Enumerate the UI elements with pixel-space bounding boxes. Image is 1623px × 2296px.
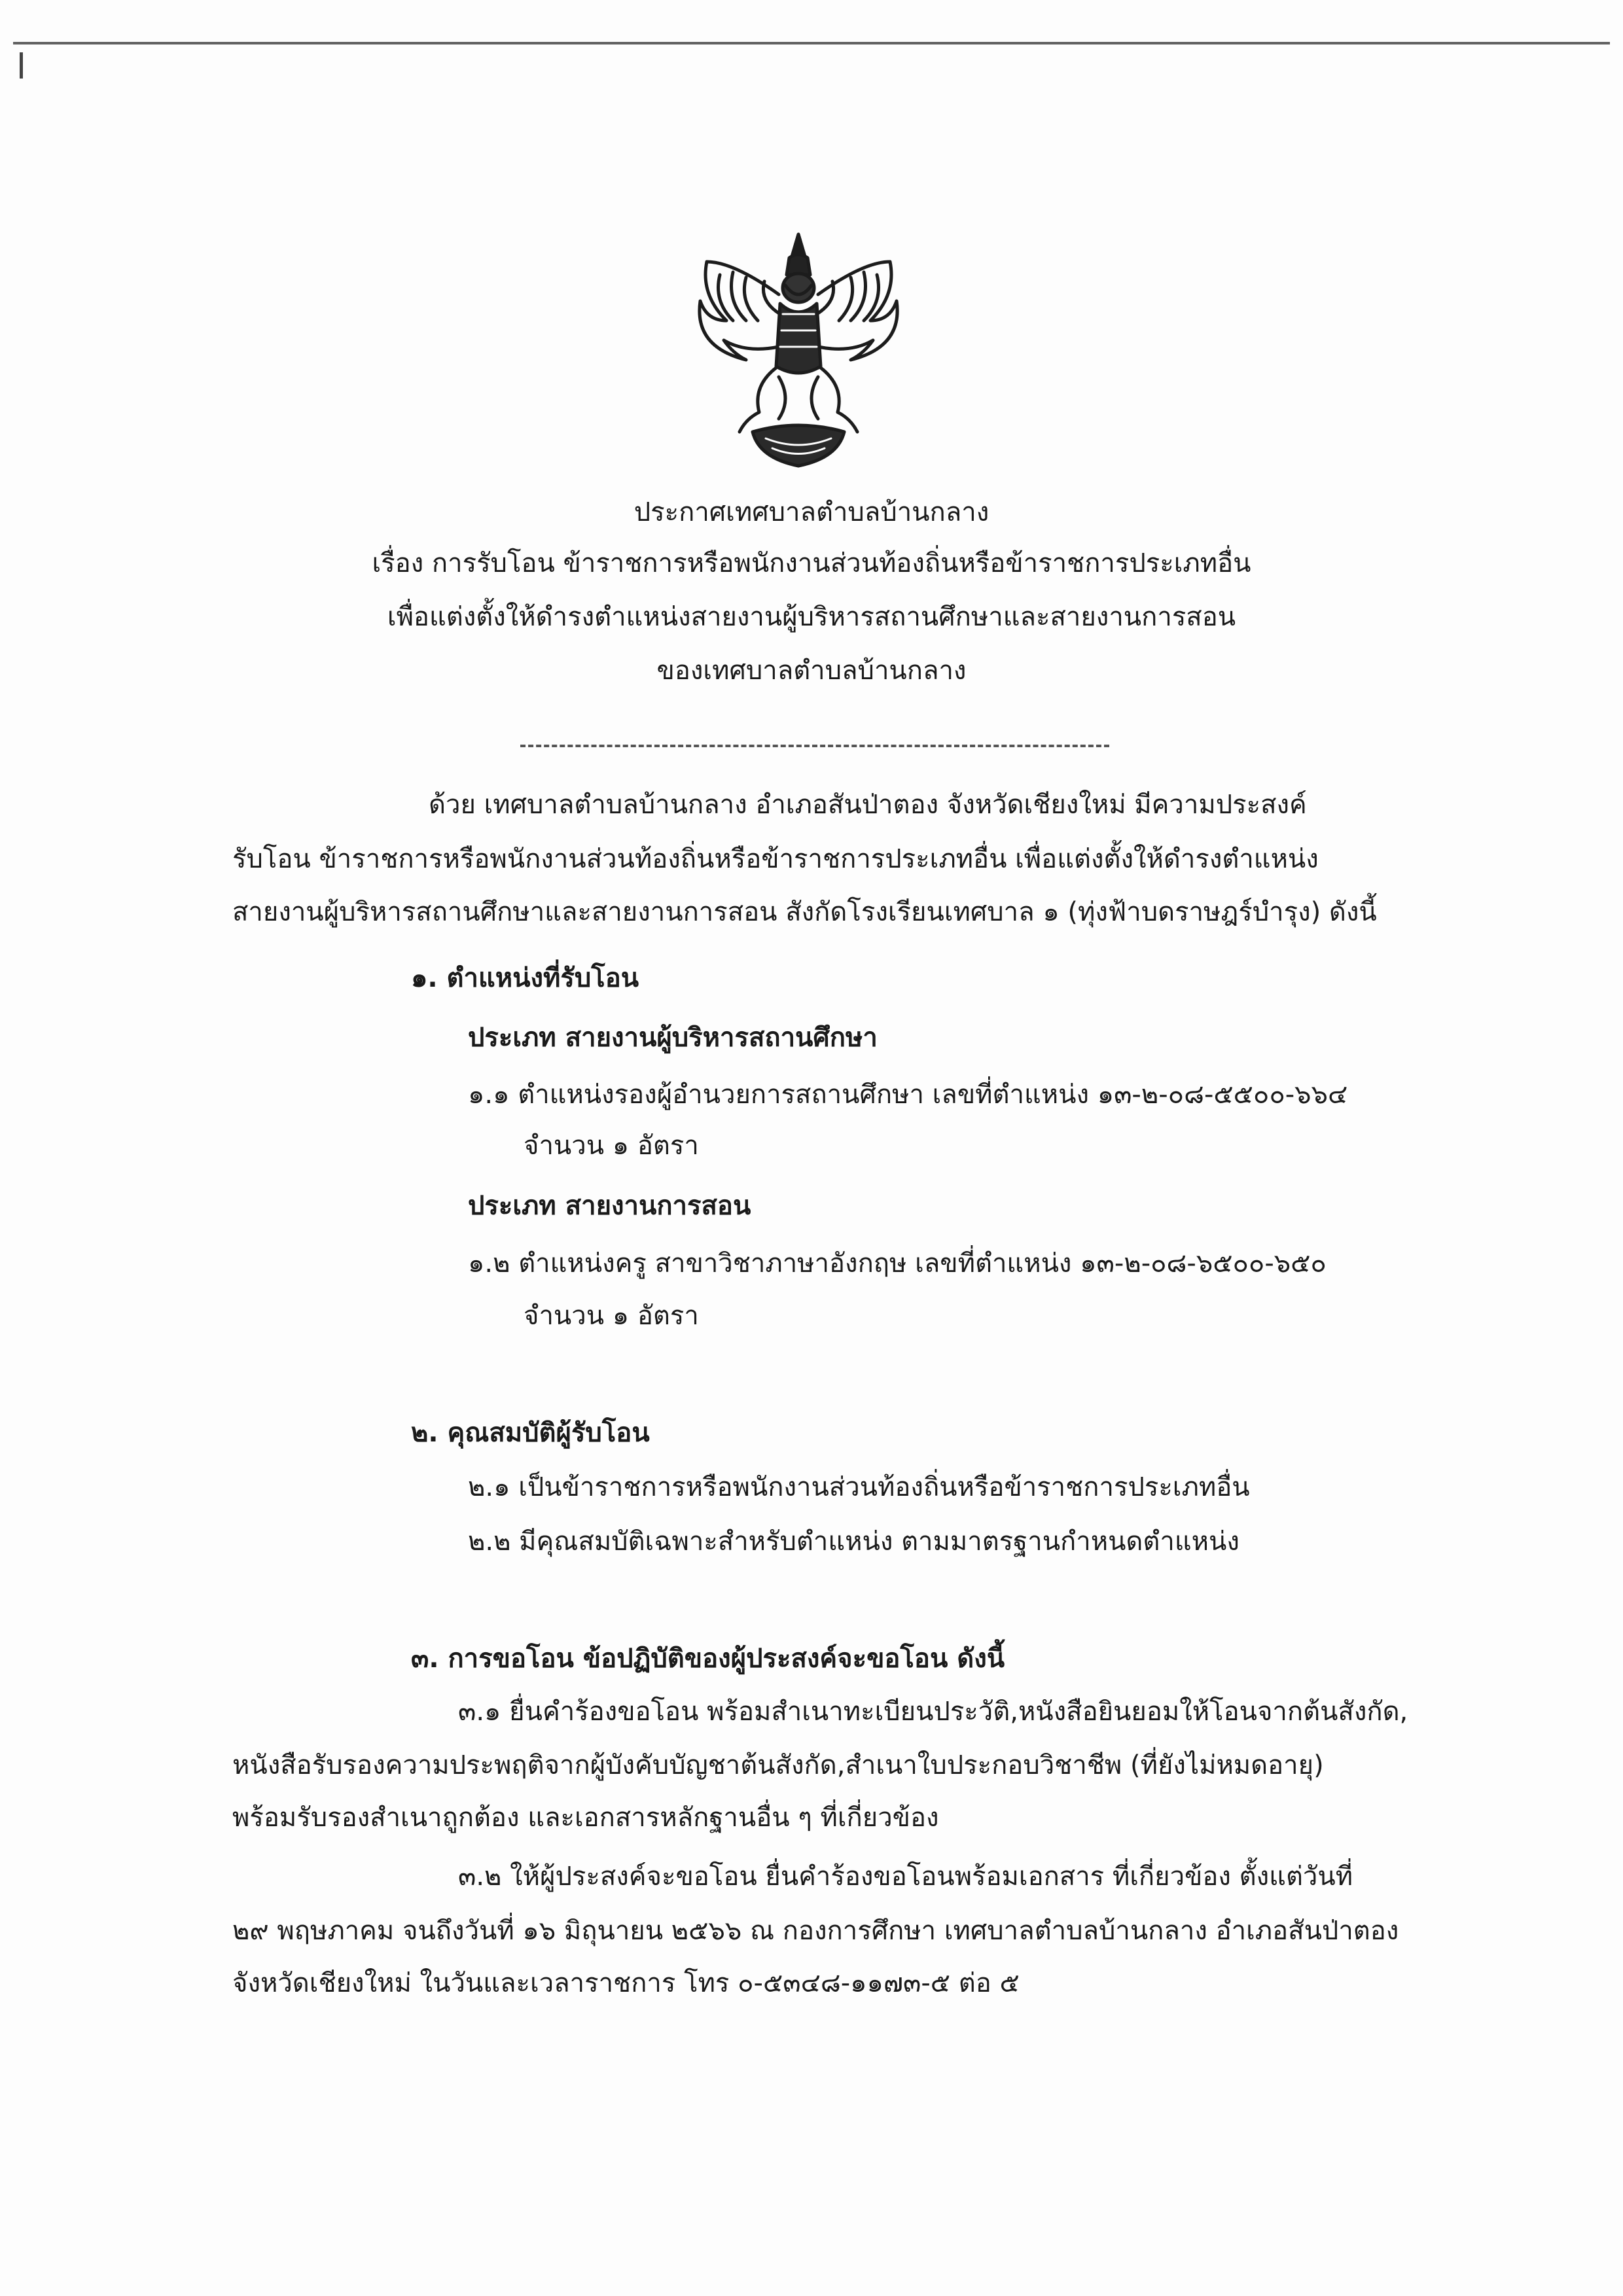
announcement-title: ประกาศเทศบาลตำบลบ้านกลาง <box>633 497 990 527</box>
item-3-1-line-1: ๓.๑ ยื่นคำร้องขอโอน พร้อมสำเนาทะเบียนประวัติ,หนังสือยินยอมให้โอนจากต้นสังกัด, <box>458 1697 1408 1727</box>
section-2-heading: ๒. คุณสมบัติผู้รับโอน <box>411 1418 650 1448</box>
announcement-subject-line-2: เพื่อแต่งตั้งให้ดำรงตำแหน่งสายงานผู้บริหารสถานศึกษาและสายงานการสอน <box>387 602 1236 632</box>
item-2-1: ๒.๑ เป็นข้าราชการหรือพนักงานส่วนท้องถิ่นหรือข้าราชการประเภทอื่น <box>468 1472 1250 1502</box>
section-1-type-a: ประเภท สายงานผู้บริหารสถานศึกษา <box>468 1023 878 1053</box>
item-1-1: ๑.๑ ตำแหน่งรองผู้อำนวยการสถานศึกษา เลขที่ตำแหน่ง ๑๓-๒-๐๘-๕๕๐๐-๖๖๔ <box>468 1080 1348 1110</box>
intro-line-3: สายงานผู้บริหารสถานศึกษาและสายงานการสอน สังกัดโรงเรียนเทศบาล ๑ (ทุ่งฟ้าบดราษฎร์บำรุง) ดังนี้ <box>232 897 1377 927</box>
scan-mark <box>20 52 23 79</box>
item-3-1-line-3: พร้อมรับรองสำเนาถูกต้อง และเอกสารหลักฐานอื่น ๆ ที่เกี่ยวข้อง <box>232 1803 939 1833</box>
scan-edge-line <box>13 42 1610 44</box>
item-3-2-line-1: ๓.๒ ให้ผู้ประสงค์จะขอโอน ยื่นคำร้องขอโอนพร้อมเอกสาร ที่เกี่ยวข้อง ตั้งแต่วันที่ <box>458 1862 1353 1892</box>
item-1-2: ๑.๒ ตำแหน่งครู สาขาวิชาภาษาอังกฤษ เลขที่ตำแหน่ง ๑๓-๒-๐๘-๖๕๐๐-๖๕๐ <box>468 1248 1327 1279</box>
garuda-emblem-icon <box>681 222 916 471</box>
section-1-heading: ๑. ตำแหน่งที่รับโอน <box>411 963 639 993</box>
announcement-subject-line-3: ของเทศบาลตำบลบ้านกลาง <box>656 656 967 686</box>
section-1-type-b: ประเภท สายงานการสอน <box>468 1191 751 1221</box>
intro-line-2: รับโอน ข้าราชการหรือพนักงานส่วนท้องถิ่นหรือข้าราชการประเภทอื่น เพื่อแต่งตั้งให้ดำรงตำแหน่ง <box>232 844 1319 874</box>
item-3-2-line-2: ๒๙ พฤษภาคม จนถึงวันที่ ๑๖ มิถุนายน ๒๕๖๖ ณ กองการศึกษา เทศบาลตำบลบ้านกลาง อำเภอสันป่าตอง <box>232 1916 1399 1946</box>
section-3-heading: ๓. การขอโอน ข้อปฏิบัติของผู้ประสงค์จะขอโอน ดังนี้ <box>411 1644 1005 1674</box>
item-1-2-count: จำนวน ๑ อัตรา <box>524 1301 699 1331</box>
item-2-2: ๒.๒ มีคุณสมบัติเฉพาะสำหรับตำแหน่ง ตามมาตรฐานกำหนดตำแหน่ง <box>468 1527 1240 1557</box>
item-3-1-line-2: หนังสือรับรองความประพฤติจากผู้บังคับบัญชาต้นสังกัด,สำเนาใบประกอบวิชาชีพ (ที่ยังไม่หมดอายุ) <box>232 1750 1324 1780</box>
header-divider <box>520 745 1109 747</box>
intro-line-1: ด้วย เทศบาลตำบลบ้านกลาง อำเภอสันป่าตอง จังหวัดเชียงใหม่ มีความประสงค์ <box>429 790 1307 820</box>
announcement-subject-line-1: เรื่อง การรับโอน ข้าราชการหรือพนักงานส่วนท้องถิ่นหรือข้าราชการประเภทอื่น <box>372 548 1251 578</box>
item-3-2-line-3: จังหวัดเชียงใหม่ ในวันและเวลาราชการ โทร ๐-๕๓๔๘-๑๑๗๓-๕ ต่อ ๕ <box>232 1968 1020 1998</box>
item-1-1-count: จำนวน ๑ อัตรา <box>524 1131 699 1161</box>
